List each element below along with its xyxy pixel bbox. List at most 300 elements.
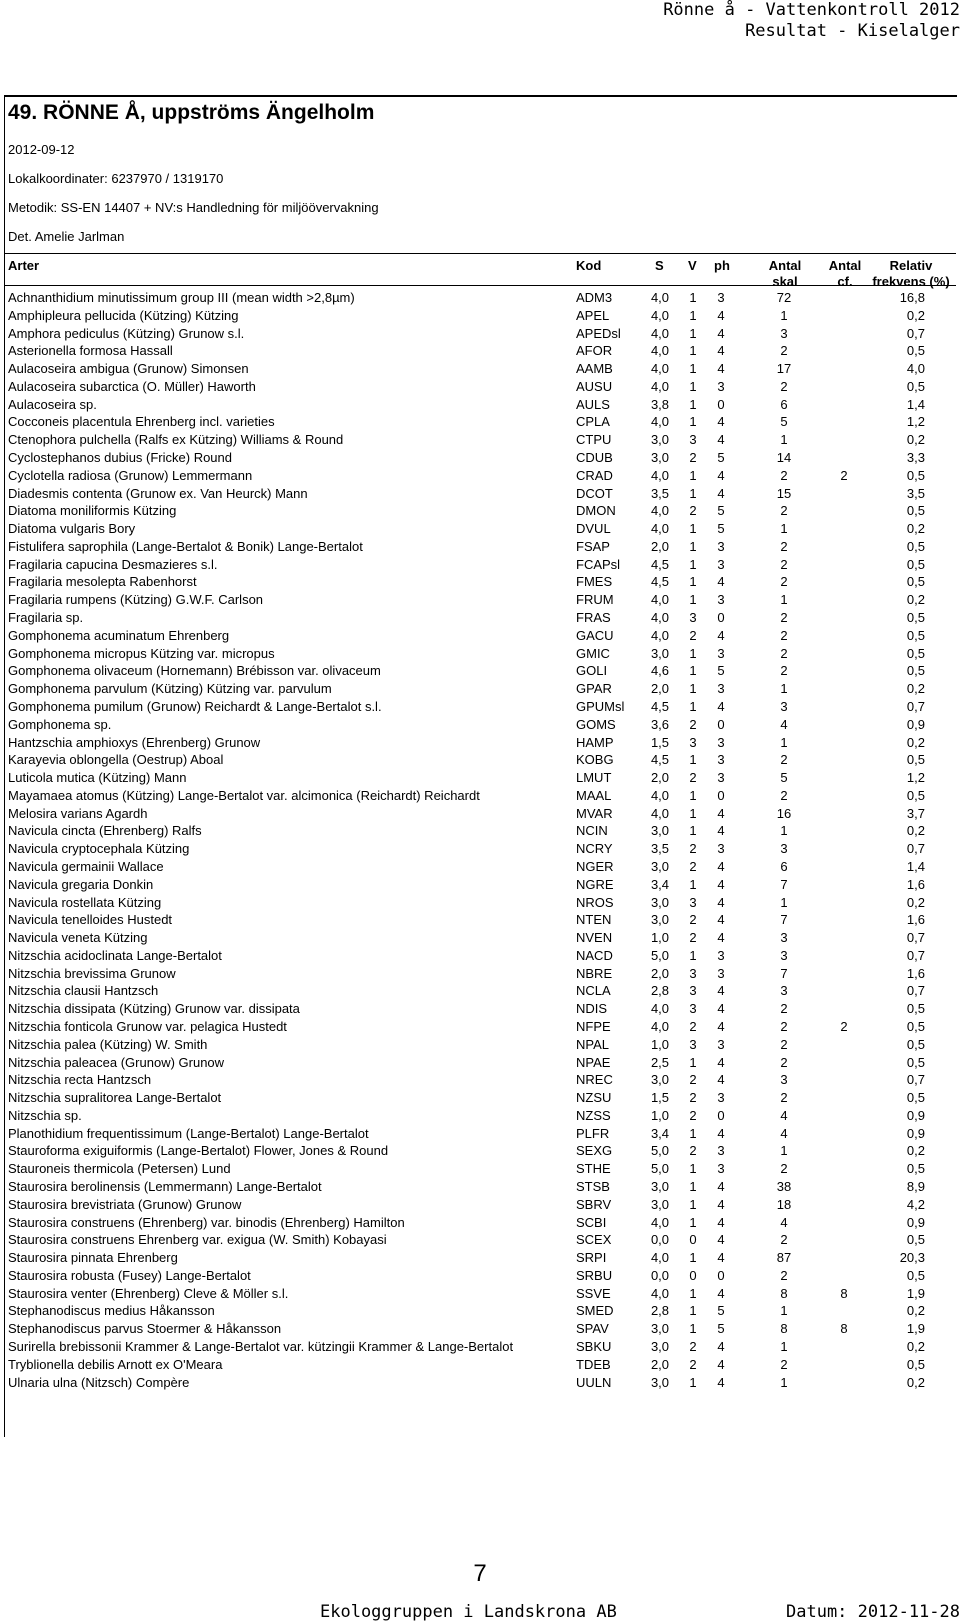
species-name: Amphora pediculus (Kützing) Grunow s.l. bbox=[8, 325, 245, 341]
relative-frequency: 0,7 bbox=[906, 841, 925, 857]
relative-frequency: 0,5 bbox=[906, 378, 925, 394]
relative-frequency: 0,5 bbox=[906, 538, 925, 554]
table-row bbox=[0, 431, 960, 449]
indicator-weight: 1 bbox=[689, 1054, 697, 1070]
ph-class: 3 bbox=[717, 556, 725, 572]
species-name: Navicula tenelloides Hustedt bbox=[8, 912, 173, 928]
species-name: Cocconeis placentula Ehrenberg incl. varieties bbox=[8, 414, 275, 430]
ph-class: 4 bbox=[717, 1232, 725, 1248]
valve-count: 15 bbox=[776, 485, 792, 501]
indicator-weight: 1 bbox=[689, 1374, 697, 1390]
species-code: APEL bbox=[576, 307, 610, 323]
relative-frequency: 0,5 bbox=[906, 1267, 925, 1283]
saprobic-value: 3,0 bbox=[650, 1196, 670, 1212]
species-name: Navicula rostellata Kützing bbox=[8, 894, 162, 910]
species-code: CTPU bbox=[576, 432, 612, 448]
valve-count: 3 bbox=[780, 698, 788, 714]
relative-frequency: 1,9 bbox=[906, 1285, 925, 1301]
ph-class: 4 bbox=[717, 894, 725, 910]
indicator-weight: 1 bbox=[689, 752, 697, 768]
relative-frequency: 0,5 bbox=[906, 556, 925, 572]
determined-by: Det. Amelie Jarlman bbox=[8, 229, 125, 244]
saprobic-value: 4,0 bbox=[650, 610, 670, 626]
footer-date: Datum: 2012-11-28 bbox=[786, 1602, 960, 1622]
sample-date: 2012-09-12 bbox=[8, 142, 75, 157]
indicator-weight: 1 bbox=[689, 1321, 697, 1337]
relative-frequency: 8,9 bbox=[906, 1179, 925, 1194]
report-header bbox=[400, 0, 960, 42]
saprobic-value: 1,0 bbox=[650, 1107, 670, 1123]
ph-class: 4 bbox=[717, 1179, 725, 1194]
saprobic-value: 4,0 bbox=[650, 307, 670, 323]
table-row bbox=[0, 965, 960, 983]
species-name: Aulacoseira subarctica (O. Müller) Haworth bbox=[8, 378, 256, 394]
saprobic-value: 3,0 bbox=[650, 1321, 670, 1337]
indicator-weight: 2 bbox=[689, 912, 697, 928]
species-name: Aulacoseira ambigua (Grunow) Simonsen bbox=[8, 361, 249, 377]
table-row bbox=[0, 1089, 960, 1107]
species-name: Diatoma vulgaris Bory bbox=[8, 521, 136, 537]
table-row bbox=[0, 947, 960, 965]
valve-count: 1 bbox=[780, 823, 788, 839]
species-name: Nitzschia sp. bbox=[8, 1107, 82, 1123]
table-row bbox=[0, 573, 960, 591]
valve-count: 2 bbox=[780, 610, 788, 626]
species-code: STSB bbox=[576, 1179, 610, 1194]
saprobic-value: 3,4 bbox=[650, 1125, 670, 1141]
ph-class: 4 bbox=[717, 876, 725, 892]
ph-class: 4 bbox=[717, 1196, 725, 1212]
valve-count: 3 bbox=[780, 983, 788, 999]
valve-count: 2 bbox=[780, 556, 788, 572]
table-row bbox=[0, 787, 960, 805]
saprobic-value: 4,0 bbox=[650, 1250, 670, 1266]
valve-count: 1 bbox=[780, 521, 788, 537]
relative-frequency: 3,3 bbox=[906, 450, 925, 466]
site-title: 49. RÖNNE Å, uppströms Ängelholm bbox=[8, 101, 375, 124]
species-code: SRBU bbox=[576, 1267, 613, 1283]
table-row bbox=[0, 1125, 960, 1143]
valve-count: 2 bbox=[780, 663, 788, 679]
saprobic-value: 4,0 bbox=[650, 378, 670, 394]
species-name: Fragilaria mesolepta Rabenhorst bbox=[8, 574, 197, 590]
indicator-weight: 3 bbox=[689, 1036, 697, 1052]
table-row bbox=[0, 982, 960, 1000]
species-code: GMIC bbox=[576, 645, 610, 661]
ph-class: 0 bbox=[717, 716, 725, 732]
ph-class: 5 bbox=[717, 663, 725, 679]
ph-class: 3 bbox=[717, 378, 725, 394]
saprobic-value: 1,5 bbox=[650, 1090, 670, 1106]
table-row bbox=[0, 1000, 960, 1018]
species-name: Fistulifera saprophila (Lange-Bertalot & Bonik) Lange-Bertalot bbox=[8, 538, 363, 554]
valve-count: 2 bbox=[780, 645, 788, 661]
species-name: Gomphonema parvulum (Kützing) Kützing var. parvulum bbox=[8, 681, 332, 697]
species-name: Nitzschia recta Hantzsch bbox=[8, 1072, 152, 1088]
saprobic-value: 4,0 bbox=[650, 1018, 670, 1034]
indicator-weight: 1 bbox=[689, 1179, 697, 1194]
relative-frequency: 0,5 bbox=[906, 1054, 925, 1070]
species-name: Ctenophora pulchella (Ralfs ex Kützing) Williams & Round bbox=[8, 432, 344, 448]
saprobic-value: 3,0 bbox=[650, 912, 670, 928]
table-row bbox=[0, 609, 960, 627]
indicator-weight: 2 bbox=[689, 716, 697, 732]
indicator-weight: 1 bbox=[689, 663, 697, 679]
table-row bbox=[0, 645, 960, 663]
species-code: SCEX bbox=[576, 1232, 612, 1248]
header-top-rule bbox=[4, 253, 956, 254]
indicator-weight: 2 bbox=[689, 1072, 697, 1088]
species-code: CPLA bbox=[576, 414, 610, 430]
column-header-antal-skal-line1: Antal bbox=[768, 258, 802, 273]
relative-frequency: 0,9 bbox=[906, 1125, 925, 1141]
ph-class: 4 bbox=[717, 1214, 725, 1230]
table-row bbox=[0, 858, 960, 876]
species-code: GACU bbox=[576, 627, 614, 643]
species-name: Stauroforma exiguiformis (Lange-Bertalot) Flower, Jones & Round bbox=[8, 1143, 389, 1159]
relative-frequency: 1,4 bbox=[906, 858, 925, 874]
relative-frequency: 0,5 bbox=[906, 1161, 925, 1177]
valve-count: 4 bbox=[780, 1107, 788, 1123]
table-row bbox=[0, 1374, 960, 1392]
indicator-weight: 2 bbox=[689, 627, 697, 643]
column-header-kod: Kod bbox=[576, 258, 602, 273]
indicator-weight: 3 bbox=[689, 610, 697, 626]
table-row bbox=[0, 449, 960, 467]
ph-class: 4 bbox=[717, 1072, 725, 1088]
column-header-v: V bbox=[688, 258, 697, 273]
species-code: NREC bbox=[576, 1072, 613, 1088]
saprobic-value: 4,0 bbox=[650, 1001, 670, 1017]
species-code: KOBG bbox=[576, 752, 614, 768]
table-row bbox=[0, 502, 960, 520]
valve-count: 1 bbox=[780, 1374, 788, 1390]
species-name: Gomphonema sp. bbox=[8, 716, 112, 732]
saprobic-value: 1,0 bbox=[650, 930, 670, 946]
method: Metodik: SS-EN 14407 + NV:s Handledning för miljöövervakning bbox=[8, 200, 379, 215]
indicator-weight: 1 bbox=[689, 1125, 697, 1141]
species-code: GPAR bbox=[576, 681, 612, 697]
valve-count: 2 bbox=[780, 503, 788, 519]
relative-frequency: 0,2 bbox=[906, 432, 925, 448]
ph-class: 3 bbox=[717, 290, 725, 305]
column-header-relativ-line1: Relativ bbox=[889, 258, 933, 273]
indicator-weight: 1 bbox=[689, 1303, 697, 1319]
table-row bbox=[0, 876, 960, 894]
saprobic-value: 4,0 bbox=[650, 290, 670, 305]
indicator-weight: 1 bbox=[689, 1161, 697, 1177]
ph-class: 4 bbox=[717, 1374, 725, 1390]
indicator-weight: 2 bbox=[689, 1356, 697, 1372]
saprobic-value: 3,0 bbox=[650, 1339, 670, 1355]
table-row bbox=[0, 378, 960, 396]
table-row bbox=[0, 342, 960, 360]
species-name: Nitzschia clausii Hantzsch bbox=[8, 983, 159, 999]
species-code: SPAV bbox=[576, 1321, 609, 1337]
saprobic-value: 5,0 bbox=[650, 1161, 670, 1177]
valve-count: 2 bbox=[780, 1090, 788, 1106]
valve-count: 2 bbox=[780, 1356, 788, 1372]
ph-class: 3 bbox=[717, 538, 725, 554]
ph-class: 3 bbox=[717, 1143, 725, 1159]
valve-count: 2 bbox=[780, 1018, 788, 1034]
saprobic-value: 2,8 bbox=[650, 1303, 670, 1319]
ph-class: 3 bbox=[717, 947, 725, 963]
species-name: Cyclostephanos dubius (Fricke) Round bbox=[8, 450, 232, 466]
table-row bbox=[0, 1142, 960, 1160]
relative-frequency: 0,7 bbox=[906, 930, 925, 946]
ph-class: 5 bbox=[717, 521, 725, 537]
species-code: CRAD bbox=[576, 467, 613, 483]
table-row bbox=[0, 680, 960, 698]
ph-class: 3 bbox=[717, 734, 725, 750]
column-header-antal-cf-line1: Antal bbox=[828, 258, 862, 273]
indicator-weight: 3 bbox=[689, 983, 697, 999]
ph-class: 4 bbox=[717, 1356, 725, 1372]
indicator-weight: 2 bbox=[689, 930, 697, 946]
saprobic-value: 2,8 bbox=[650, 983, 670, 999]
ph-class: 0 bbox=[717, 1267, 725, 1283]
ph-class: 5 bbox=[717, 503, 725, 519]
valve-count: 5 bbox=[780, 414, 788, 430]
table-row bbox=[0, 520, 960, 538]
relative-frequency: 20,3 bbox=[899, 1250, 925, 1266]
species-code: GOMS bbox=[576, 716, 616, 732]
ph-class: 4 bbox=[717, 343, 725, 359]
indicator-weight: 1 bbox=[689, 1214, 697, 1230]
valve-count: 14 bbox=[776, 450, 792, 466]
saprobic-value: 3,6 bbox=[650, 716, 670, 732]
species-code: FSAP bbox=[576, 538, 610, 554]
ph-class: 0 bbox=[717, 787, 725, 803]
species-code: SRPI bbox=[576, 1250, 607, 1266]
valve-count: 7 bbox=[780, 965, 788, 981]
species-code: NDIS bbox=[576, 1001, 608, 1017]
species-name: Amphipleura pellucida (Kützing) Kützing bbox=[8, 307, 239, 323]
saprobic-value: 4,0 bbox=[650, 787, 670, 803]
saprobic-value: 2,0 bbox=[650, 681, 670, 697]
indicator-weight: 1 bbox=[689, 592, 697, 608]
ph-class: 4 bbox=[717, 1339, 725, 1355]
species-name: Nitzschia brevissima Grunow bbox=[8, 965, 176, 981]
saprobic-value: 3,0 bbox=[650, 1072, 670, 1088]
species-name: Staurosira berolinensis (Lemmermann) Lange-Bertalot bbox=[8, 1179, 322, 1194]
table-row bbox=[0, 1267, 960, 1285]
relative-frequency: 16,8 bbox=[899, 290, 925, 305]
species-code: FRUM bbox=[576, 592, 614, 608]
relative-frequency: 0,5 bbox=[906, 574, 925, 590]
species-name: Navicula veneta Kützing bbox=[8, 930, 148, 946]
table-row bbox=[0, 840, 960, 858]
valve-count: 3 bbox=[780, 947, 788, 963]
indicator-weight: 1 bbox=[689, 538, 697, 554]
species-name: Gomphonema micropus Kützing var. micropus bbox=[8, 645, 275, 661]
saprobic-value: 2,5 bbox=[650, 1054, 670, 1070]
ph-class: 3 bbox=[717, 1036, 725, 1052]
species-name: Melosira varians Agardh bbox=[8, 805, 148, 821]
relative-frequency: 0,2 bbox=[906, 521, 925, 537]
ph-class: 4 bbox=[717, 1018, 725, 1034]
indicator-weight: 1 bbox=[689, 1285, 697, 1301]
valve-count: 2 bbox=[780, 1232, 788, 1248]
relative-frequency: 3,5 bbox=[906, 485, 925, 501]
relative-frequency: 0,5 bbox=[906, 343, 925, 359]
saprobic-value: 3,0 bbox=[650, 1374, 670, 1390]
footer-company: Ekologgruppen i Landskrona AB bbox=[320, 1602, 617, 1622]
table-row bbox=[0, 894, 960, 912]
saprobic-value: 1,0 bbox=[650, 1036, 670, 1052]
ph-class: 5 bbox=[717, 1303, 725, 1319]
species-code: AFOR bbox=[576, 343, 613, 359]
saprobic-value: 0,0 bbox=[650, 1267, 670, 1283]
valve-count: 18 bbox=[776, 1196, 792, 1212]
ph-class: 4 bbox=[717, 983, 725, 999]
ph-class: 3 bbox=[717, 770, 725, 786]
table-row bbox=[0, 1302, 960, 1320]
column-header-relativ-line2: frekvens (%) bbox=[872, 274, 950, 289]
saprobic-value: 3,0 bbox=[650, 432, 670, 448]
relative-frequency: 0,5 bbox=[906, 752, 925, 768]
table-row bbox=[0, 1338, 960, 1356]
saprobic-value: 3,0 bbox=[650, 858, 670, 874]
indicator-weight: 3 bbox=[689, 734, 697, 750]
table-row bbox=[0, 716, 960, 734]
table-row bbox=[0, 307, 960, 325]
valve-count: 2 bbox=[780, 1001, 788, 1017]
valve-count: 2 bbox=[780, 627, 788, 643]
species-code: GPUMsl bbox=[576, 698, 625, 714]
ph-class: 4 bbox=[717, 467, 725, 483]
valve-count: 1 bbox=[780, 307, 788, 323]
species-code: SBRV bbox=[576, 1196, 612, 1212]
species-name: Fragilaria rumpens (Kützing) G.W.F. Carlson bbox=[8, 592, 264, 608]
indicator-weight: 1 bbox=[689, 947, 697, 963]
ph-class: 5 bbox=[717, 1321, 725, 1337]
table-row bbox=[0, 1036, 960, 1054]
species-name: Cyclotella radiosa (Grunow) Lemmermann bbox=[8, 467, 253, 483]
table-row bbox=[0, 911, 960, 929]
species-code: CDUB bbox=[576, 450, 613, 466]
valve-count: 6 bbox=[780, 858, 788, 874]
ph-class: 4 bbox=[717, 307, 725, 323]
species-name: Staurosira construens Ehrenberg var. exigua (W. Smith) Kobayasi bbox=[8, 1232, 387, 1248]
species-name: Stephanodiscus medius Håkansson bbox=[8, 1303, 215, 1319]
valve-count: 2 bbox=[780, 1054, 788, 1070]
ph-class: 3 bbox=[717, 965, 725, 981]
table-row bbox=[0, 698, 960, 716]
species-code: GOLI bbox=[576, 663, 608, 679]
indicator-weight: 1 bbox=[689, 467, 697, 483]
relative-frequency: 0,5 bbox=[906, 627, 925, 643]
ph-class: 4 bbox=[717, 325, 725, 341]
ph-class: 4 bbox=[717, 1250, 725, 1266]
species-name: Staurosira construens (Ehrenberg) var. binodis (Ehrenberg) Hamilton bbox=[8, 1214, 405, 1230]
species-name: Gomphonema pumilum (Grunow) Reichardt & Lange-Bertalot s.l. bbox=[8, 698, 382, 714]
species-code: AAMB bbox=[576, 361, 613, 377]
species-code: NFPE bbox=[576, 1018, 611, 1034]
table-row bbox=[0, 1071, 960, 1089]
saprobic-value: 3,5 bbox=[650, 485, 670, 501]
indicator-weight: 1 bbox=[689, 361, 697, 377]
relative-frequency: 0,2 bbox=[906, 823, 925, 839]
valve-count: 2 bbox=[780, 787, 788, 803]
indicator-weight: 2 bbox=[689, 450, 697, 466]
indicator-weight: 2 bbox=[689, 1018, 697, 1034]
saprobic-value: 4,0 bbox=[650, 414, 670, 430]
species-name: Staurosira brevistriata (Grunow) Grunow bbox=[8, 1196, 242, 1212]
species-name: Navicula cincta (Ehrenberg) Ralfs bbox=[8, 823, 202, 839]
indicator-weight: 1 bbox=[689, 485, 697, 501]
valve-count: 2 bbox=[780, 574, 788, 590]
species-name: Aulacoseira sp. bbox=[8, 396, 97, 412]
relative-frequency: 1,6 bbox=[906, 912, 925, 928]
table-row bbox=[0, 805, 960, 823]
saprobic-value: 3,0 bbox=[650, 450, 670, 466]
species-code: HAMP bbox=[576, 734, 614, 750]
relative-frequency: 4,0 bbox=[906, 361, 925, 377]
indicator-weight: 2 bbox=[689, 1107, 697, 1123]
ph-class: 3 bbox=[717, 645, 725, 661]
indicator-weight: 2 bbox=[689, 1339, 697, 1355]
table-row bbox=[0, 485, 960, 503]
ph-class: 4 bbox=[717, 698, 725, 714]
saprobic-value: 4,0 bbox=[650, 805, 670, 821]
saprobic-value: 2,0 bbox=[650, 770, 670, 786]
species-code: SSVE bbox=[576, 1285, 611, 1301]
table-row bbox=[0, 396, 960, 414]
species-name: Staurosira robusta (Fusey) Lange-Bertalot bbox=[8, 1267, 251, 1283]
table-row bbox=[0, 325, 960, 343]
indicator-weight: 1 bbox=[689, 805, 697, 821]
saprobic-value: 3,0 bbox=[650, 894, 670, 910]
species-code: NVEN bbox=[576, 930, 613, 946]
relative-frequency: 0,2 bbox=[906, 307, 925, 323]
column-header-antal-skal bbox=[755, 258, 815, 290]
valve-count: 3 bbox=[780, 325, 788, 341]
table-row bbox=[0, 734, 960, 752]
species-name: Achnanthidium minutissimum group III (mean width >2,8µm) bbox=[8, 290, 355, 305]
species-code: SEXG bbox=[576, 1143, 613, 1159]
species-code: NACD bbox=[576, 947, 613, 963]
species-code: MAAL bbox=[576, 787, 612, 803]
cf-count: 2 bbox=[840, 467, 848, 483]
relative-frequency: 0,5 bbox=[906, 503, 925, 519]
ph-class: 3 bbox=[717, 1161, 725, 1177]
relative-frequency: 0,7 bbox=[906, 325, 925, 341]
species-name: Nitzschia acidoclinata Lange-Bertalot bbox=[8, 947, 222, 963]
ph-class: 4 bbox=[717, 805, 725, 821]
column-header-antal-skal-line2: skal bbox=[772, 274, 798, 289]
species-code: DCOT bbox=[576, 485, 613, 501]
saprobic-value: 4,0 bbox=[650, 521, 670, 537]
valve-count: 3 bbox=[780, 841, 788, 857]
page-number: 7 bbox=[473, 1560, 487, 1587]
saprobic-value: 5,0 bbox=[650, 1143, 670, 1159]
species-name: Luticola mutica (Kützing) Mann bbox=[8, 770, 187, 786]
indicator-weight: 3 bbox=[689, 965, 697, 981]
indicator-weight: 3 bbox=[689, 432, 697, 448]
table-row bbox=[0, 751, 960, 769]
species-code: NTEN bbox=[576, 912, 612, 928]
indicator-weight: 1 bbox=[689, 325, 697, 341]
table-row bbox=[0, 556, 960, 574]
saprobic-value: 4,0 bbox=[650, 467, 670, 483]
species-code: MVAR bbox=[576, 805, 613, 821]
relative-frequency: 1,2 bbox=[906, 414, 925, 430]
indicator-weight: 3 bbox=[689, 1001, 697, 1017]
species-code: ADM3 bbox=[576, 290, 613, 305]
valve-count: 87 bbox=[776, 1250, 792, 1266]
